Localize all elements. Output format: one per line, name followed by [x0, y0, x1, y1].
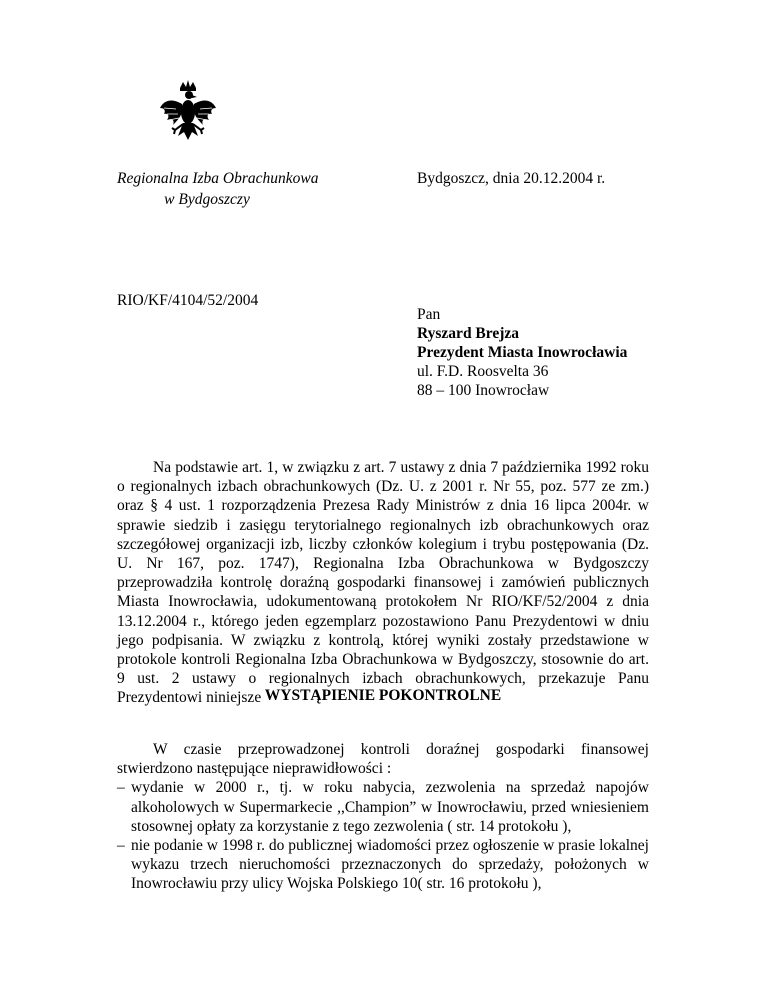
- sender-city: w Bydgoszczy: [164, 191, 250, 208]
- findings-list: [117, 778, 649, 893]
- addressee-block: [417, 305, 627, 400]
- finding-text: nie podanie w 1998 r. do publicznej wiadomości przez ogłoszenie w prasie lokalnej wykazu trzech nieruchomości przeznaczonych do sprzedaży, położonych w Inowrocławiu przy ulicy Wojska Polskiego 10( str. 16 protokołu ),: [131, 837, 649, 893]
- document-title: WYSTĄPIENIE POKONTROLNE: [264, 687, 502, 704]
- addressee-title: Prezydent Miasta Inowrocławia: [417, 344, 628, 361]
- sender-name: Regionalna Izba Obrachunkowa: [117, 170, 319, 187]
- sender-block: [117, 168, 319, 210]
- bullet-dash: –: [117, 837, 125, 855]
- addressee-city: 88 – 100 Inowrocław: [417, 382, 550, 399]
- list-item: [117, 836, 649, 894]
- finding-text: wydanie w 2000 r., tj. w roku nabycia, zezwolenia na sprzedaż napojów alkoholowych w Supermarkecie ,,Champion” w Inowrocławiu, przed wniesieniem stosownej opłaty za korzystanie z tego zezwolenia ( str. 14 protokołu ),: [131, 779, 649, 835]
- body-paragraph: Na podstawie art. 1, w związku z art. 7 ustawy z dnia 7 października 1992 roku o regionalnych izbach obrachunkowych (Dz. U. z 2001 r. Nr 55, poz. 577 ze zm.) oraz § 4 ust. 1 rozporządzenia Prezesa Rady Ministrów z dnia 16 lipca 2004r. w sprawie siedzib i zasięgu terytorialnego regionalnych izb obrachunkowych oraz szczegółowej organizacji izb, liczby członków kolegium i trybu postępowania (Dz. U. Nr 167, poz. 1747), Regionalna Izba Obrachunkowa w Bydgoszczy przeprowadziła kontrolę doraźną gospodarki finansowej i zamówień publicznych Miasta Inowrocławia, udokumentowaną protokołem Nr RIO/KF/52/2004 z dnia 13.12.2004 r., którego jeden egzemplarz pozostawiono Panu Prezydentowi w dniu jego podpisania. W związku z kontrolą, której wyniki zostały przedstawione w protokole kontroli Regionalna Izba Obrachunkowa w Bydgoszczy, stosownie do art. 9 ust. 2 ustawy o regionalnych izbach obrachunkowych, przekazuje Panu Prezydentowi niniejsze: [117, 459, 649, 707]
- addressee-name: Ryszard Brejza: [417, 325, 520, 342]
- polish-eagle-emblem-icon: [156, 78, 220, 150]
- list-item: [117, 778, 649, 836]
- bullet-dash: –: [117, 779, 125, 797]
- place-date: Bydgoszcz, dnia 20.12.2004 r.: [417, 170, 606, 187]
- findings-intro: W czasie przeprowadzonej kontroli doraźnej gospodarki finansowej stwierdzono następujące nieprawidłowości :: [117, 741, 649, 778]
- reference-number: RIO/KF/4104/52/2004: [117, 292, 259, 309]
- addressee-street: ul. F.D. Roosvelta 36: [417, 363, 549, 380]
- addressee-salutation: Pan: [417, 306, 441, 323]
- findings-section: [117, 740, 649, 894]
